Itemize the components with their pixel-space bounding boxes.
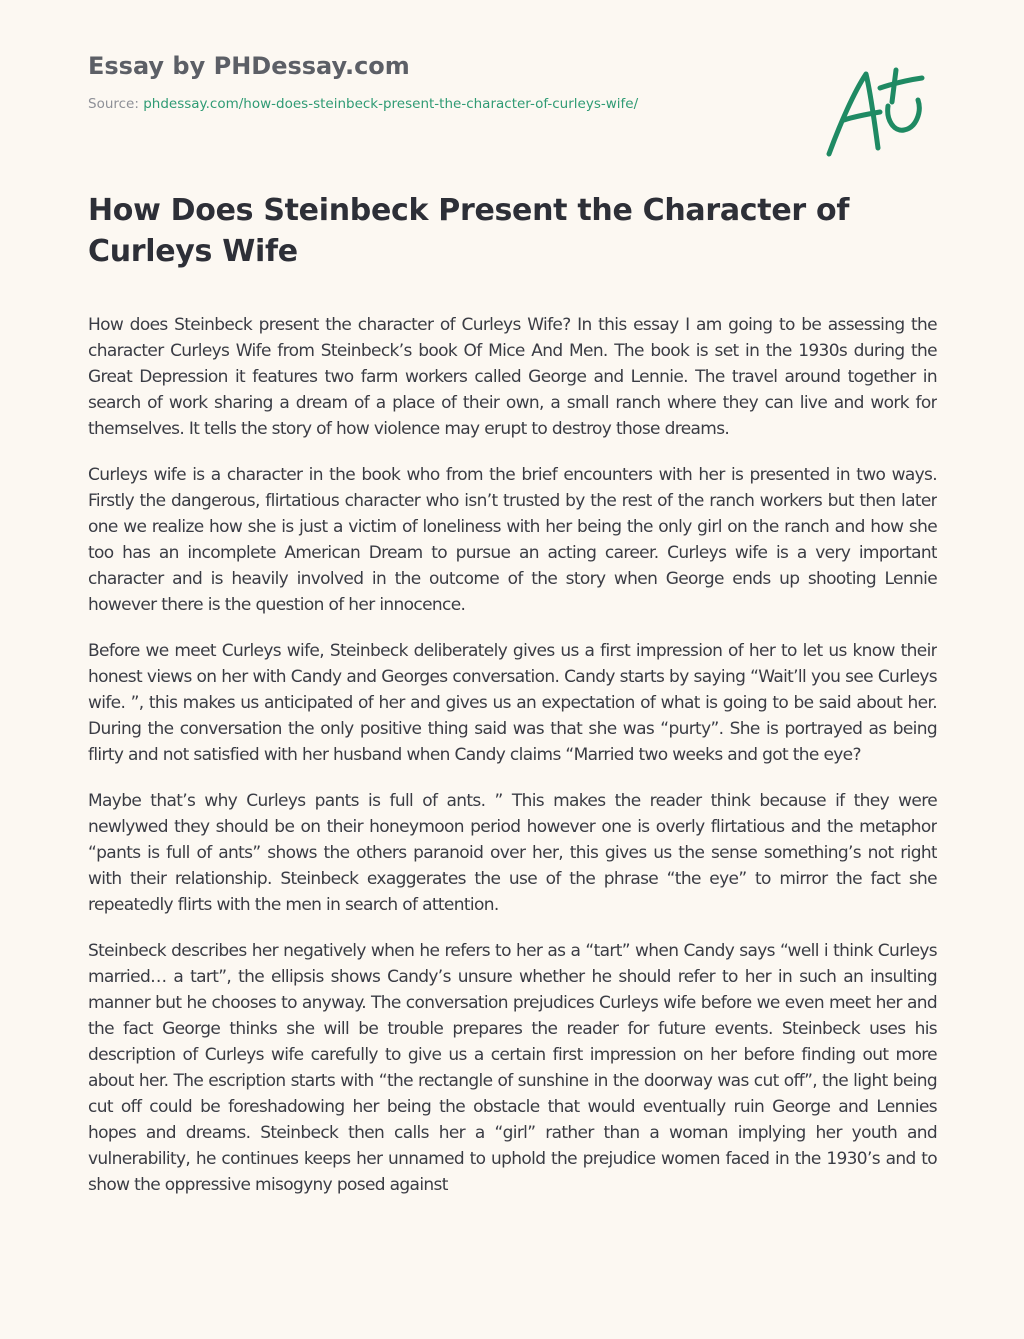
source-line (88, 94, 788, 114)
essay-title: How Does Steinbeck Present the Character of Curleys Wife (88, 193, 850, 269)
brand-title: Essay by PHDessay.com (88, 52, 410, 80)
essay-paragraph: Before we meet Curleys wife, Steinbeck deliberately gives us a first impression of her to let us know their honest views on her with Candy and Georges conversation. Candy starts by saying “Wait’ll you see Curleys wife. ”, this makes us anticipated of her and gives us an expectation of what is going to be said about her. During the conversation the only positive thing said was that she was “purty”. She is portrayed as being flirty and not satisfied with her husband when Candy claims “Married two weeks and got the eye? (88, 641, 937, 765)
a-plus-grade-icon (824, 62, 930, 162)
essay-body (88, 312, 937, 1294)
essay-paragraph: How does Steinbeck present the character of Curleys Wife? In this essay I am going to be assessing the character Curleys Wife from Steinbeck’s book Of Mice And Men. The book is set in the 1930s during the Great Depression it features two farm workers called George and Lennie. The travel around together in search of work sharing a dream of a place of their own, a small ranch where they can live and work for themselves. It tells the story of how violence may erupt to destroy those dreams. (88, 315, 937, 439)
source-link[interactable]: phdessay.com/how-does-steinbeck-present-the-character-of-curleys-wife/ (143, 96, 639, 112)
source-label: Source: (88, 96, 144, 112)
essay-paragraph: Steinbeck describes her negatively when he refers to her as a “tart” when Candy says “well i think Curleys married… a tart”, the ellipsis shows Candy’s unsure whether he should refer to her in such an insulting manner but he chooses to anyway. The conversation prejudices Curleys wife before we even meet her and the fact George thinks she will be trouble prepares the reader for future events. Steinbeck uses his description of Curleys wife carefully to give us a certain first impression on her before finding out more about her. The escription starts with “the rectangle of sunshine in the doorway was cut off”, the light being cut off could be foreshadowing her being the obstacle that would eventually ruin George and Lennies hopes and dreams. Steinbeck then calls her a “girl” rather than a woman implying her youth and vulnerability, he continues keeps her unnamed to uphold the prejudice women faced in the 1930’s and to show the oppressive misogyny posed against (88, 941, 937, 1195)
essay-paragraph: Curleys wife is a character in the book who from the brief encounters with her is presented in two ways. Firstly the dangerous, flirtatious character who isn’t trusted by the rest of the ranch workers but then later one we realize how she is just a victim of loneliness with her being the only girl on the ranch and how she too has an incomplete American Dream to pursue an acting career. Curleys wife is a very important character and is heavily involved in the outcome of the story when George ends up shooting Lennie however there is the question of her innocence. (88, 465, 937, 615)
page-header (88, 50, 788, 114)
essay-paragraph: Maybe that’s why Curleys pants is full of ants. ” This makes the reader think because if they were newlywed they should be on their honeymoon period however one is overly flirtatious and the metaphor “pants is full of ants” shows the others paranoid over her, this gives us the sense something’s not right with their relationship. Steinbeck exaggerates the use of the phrase “the eye” to mirror the fact she repeatedly flirts with the men in search of attention. (88, 791, 937, 915)
